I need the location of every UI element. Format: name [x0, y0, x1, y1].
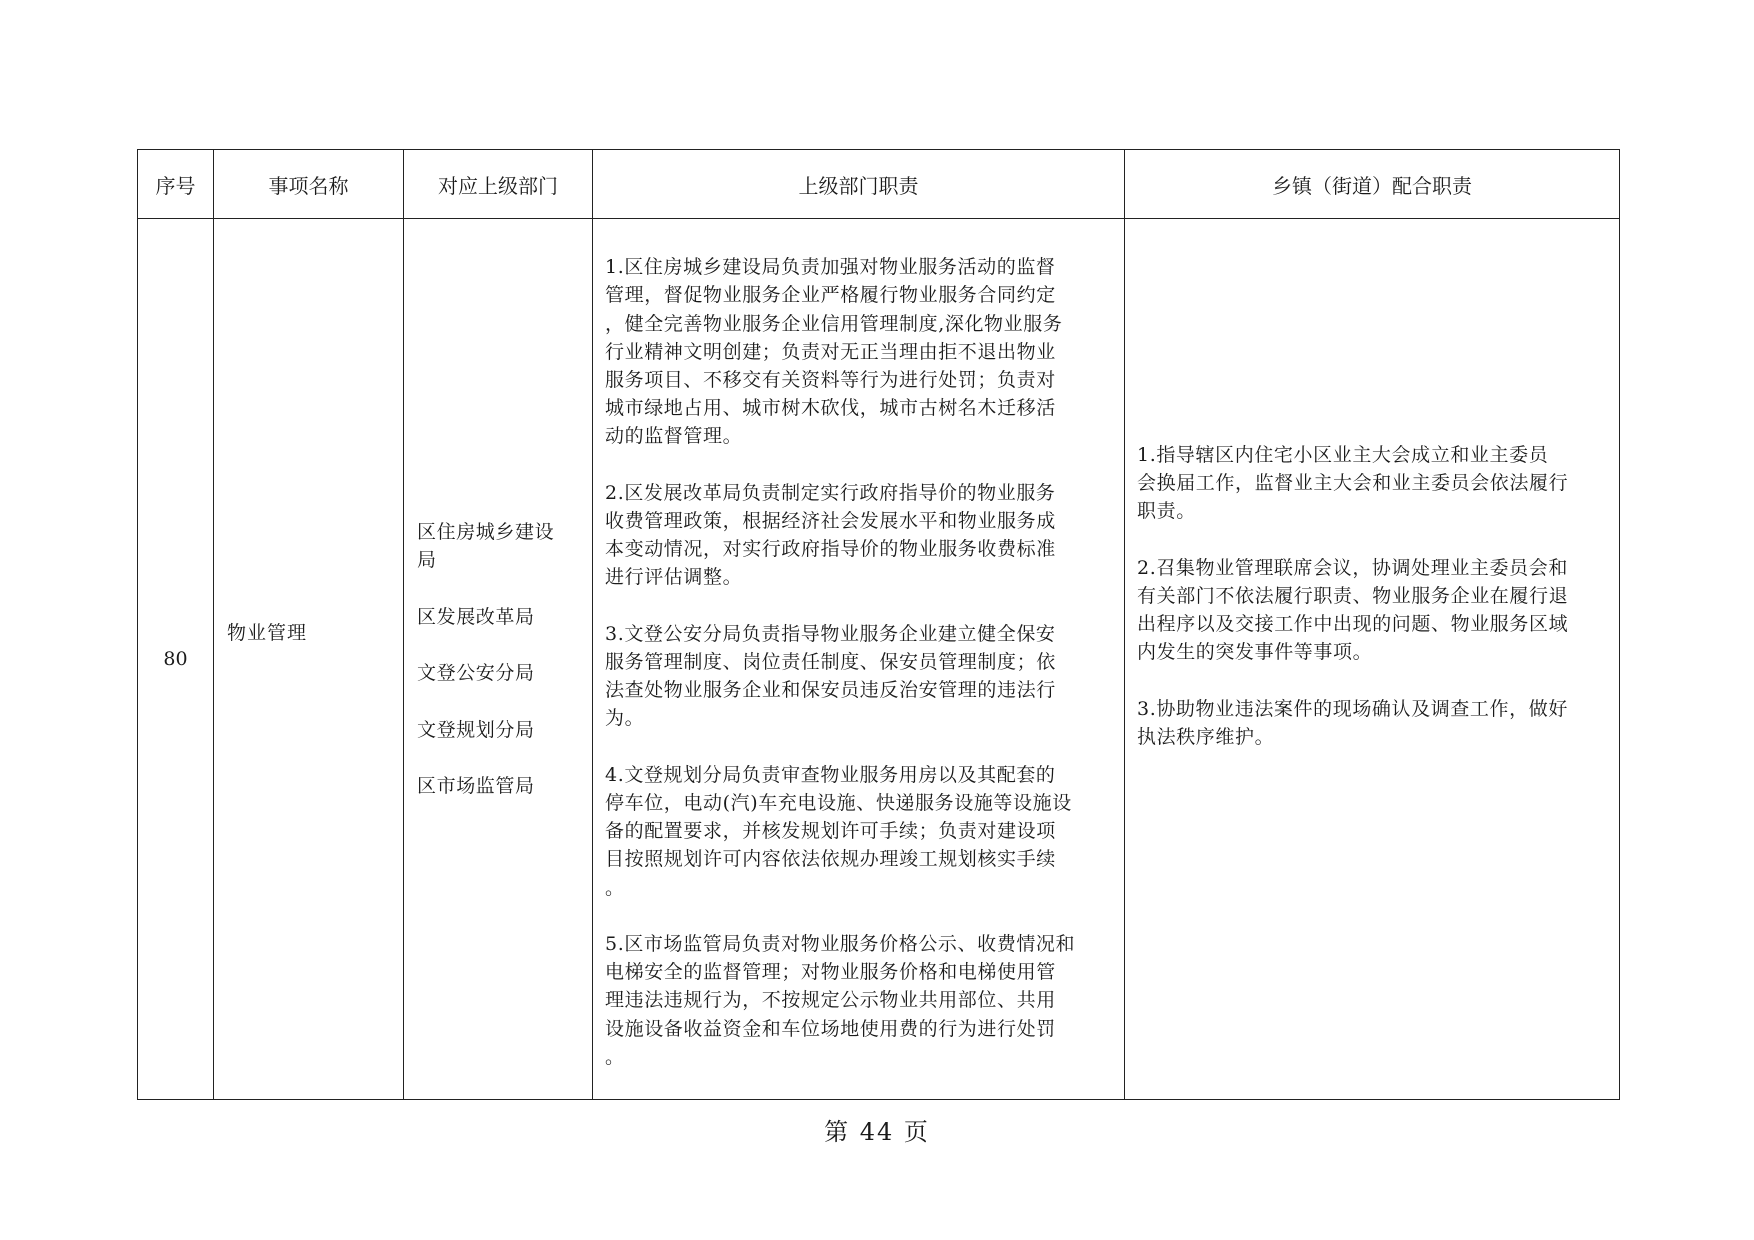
superior-duties-list [605, 219, 1110, 1099]
row-superior-duties-cell [593, 219, 1125, 1100]
header-row [138, 150, 1620, 219]
superior-duty-paragraph: 1.区住房城乡建设局负责加强对物业服务活动的监督 管理，督促物业服务企业严格履行物业服务合同约定 ，健全完善物业服务企业信用管理制度,深化物业服务 行业精神文明创建；负责对无正当理由拒不退出物业 服务项目、不移交有关资料等行为进行处罚；负责对 城市绿地占用、城市树木砍伐，城市古树名木迁移活 动的监督管理。 [605, 256, 1063, 448]
table-body [138, 219, 1620, 1100]
table-row [138, 219, 1620, 1100]
page-number: 第 44 页 [824, 1118, 930, 1146]
superior-duty-paragraph: 3.文登公安分局负责指导物业服务企业建立健全保安 服务管理制度、岗位责任制度、保安员管理制度；依 法查处物业服务企业和保安员违反治安管理的违法行 为。 [605, 622, 1056, 730]
superior-duty-paragraph: 4.文登规划分局负责审查物业服务用房以及其配套的 停车位，电动(汽)车充电设施、快递服务设施等设施设 备的配置要求，并核发规划许可手续；负责对建设项 目按照规划许可内容依法依规办理竣工规划核实手续 。 [605, 763, 1072, 899]
superior-duty-paragraph: 5.区市场监管局负责对物业服务价格公示、收费情况和 电梯安全的监督管理；对物业服务价格和电梯使用管 理违法违规行为，不按规定公示物业共用部位、共用 设施设备收益资金和车位场地使用费的行为进行处罚 。 [605, 933, 1076, 1068]
township-duties-list [1137, 413, 1609, 906]
row-item-name: 物业管理 [214, 219, 404, 1100]
header-item-name: 事项名称 [214, 150, 404, 219]
department-item: 文登规划分局 [417, 718, 535, 741]
row-serial-number: 80 [138, 219, 214, 1100]
department-list [417, 490, 592, 828]
department-item: 区发展改革局 [417, 605, 535, 628]
row-township-duties-cell [1125, 219, 1620, 1100]
matters-table [137, 149, 1620, 1100]
township-duty-paragraph: 1.指导辖区内住宅小区业主大会成立和业主委员 会换届工作，监督业主大会和业主委员会依法履行 职责。 [1137, 444, 1569, 523]
header-superior-department: 对应上级部门 [404, 150, 593, 219]
township-duty-paragraph: 3.协助物业违法案件的现场确认及调查工作，做好 执法秩序维护。 [1137, 697, 1568, 749]
department-item: 文登公安分局 [417, 662, 535, 685]
table-header [138, 150, 1620, 219]
header-superior-duties: 上级部门职责 [593, 150, 1125, 219]
township-duty-paragraph: 2.召集物业管理联席会议，协调处理业主委员会和 有关部门不依法履行职责、物业服务企业在履行退 出程序以及交接工作中出现的问题、物业服务区域 内发生的突发事件等事项。 [1137, 556, 1569, 664]
header-township-duties: 乡镇（街道）配合职责 [1125, 150, 1620, 219]
row-departments-cell [404, 219, 593, 1100]
department-item: 区住房城乡建设 局 [417, 521, 555, 572]
superior-duty-paragraph: 2.区发展改革局负责制定实行政府指导价的物业服务 收费管理政策，根据经济社会发展水平和物业服务成 本变动情况，对实行政府指导价的物业服务收费标准 进行评估调整。 [605, 481, 1056, 589]
header-serial-number: 序号 [138, 150, 214, 219]
department-item: 区市场监管局 [417, 774, 535, 797]
